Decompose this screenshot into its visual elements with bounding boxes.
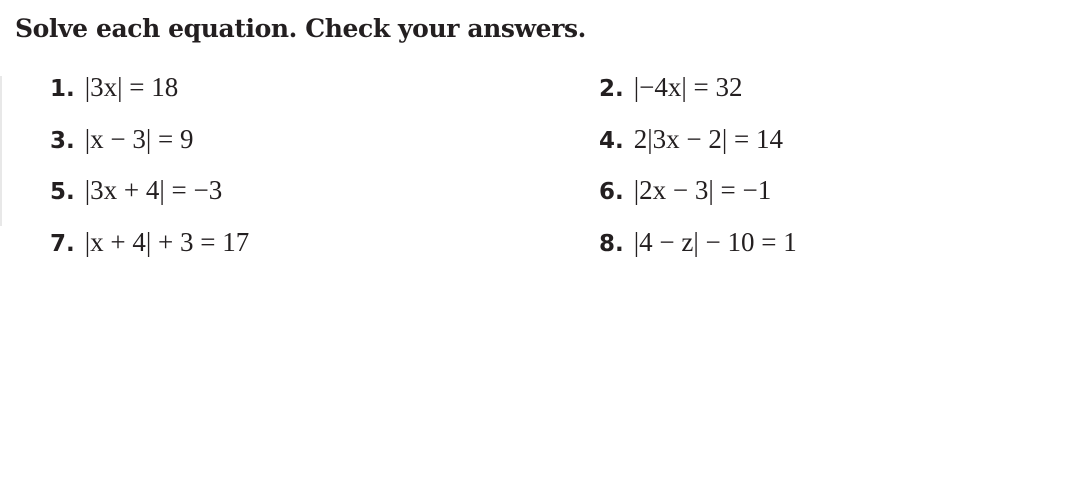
problem-7 [50, 227, 249, 258]
problem-equation: |−4x| = 32 [633, 72, 743, 102]
problem-number: 1. [50, 76, 75, 102]
problem-2 [599, 72, 743, 103]
problem-number: 6. [599, 179, 624, 205]
problem-equation: |4 − z| − 10 = 1 [633, 227, 797, 257]
problem-equation: |2x − 3| = −1 [633, 175, 772, 205]
problem-equation: |3x + 4| = −3 [84, 175, 223, 205]
problem-number: 5. [50, 179, 75, 205]
problem-number: 3. [50, 128, 75, 154]
problem-4 [599, 124, 783, 155]
problem-3 [50, 124, 194, 155]
problem-6 [599, 175, 771, 206]
problem-1 [50, 72, 178, 103]
problem-number: 4. [599, 128, 624, 154]
problem-number: 8. [599, 231, 624, 257]
instructions-heading: Solve each equation. Check your answers. [15, 14, 586, 43]
problem-8 [599, 227, 797, 258]
problem-number: 7. [50, 231, 75, 257]
problem-5 [50, 175, 222, 206]
page-edge-divider [0, 76, 2, 226]
problem-number: 2. [599, 76, 624, 102]
problem-equation: 2|3x − 2| = 14 [633, 124, 784, 154]
problem-equation: |x + 4| + 3 = 17 [84, 227, 250, 257]
problem-equation: |3x| = 18 [84, 72, 179, 102]
problem-equation: |x − 3| = 9 [84, 124, 194, 154]
